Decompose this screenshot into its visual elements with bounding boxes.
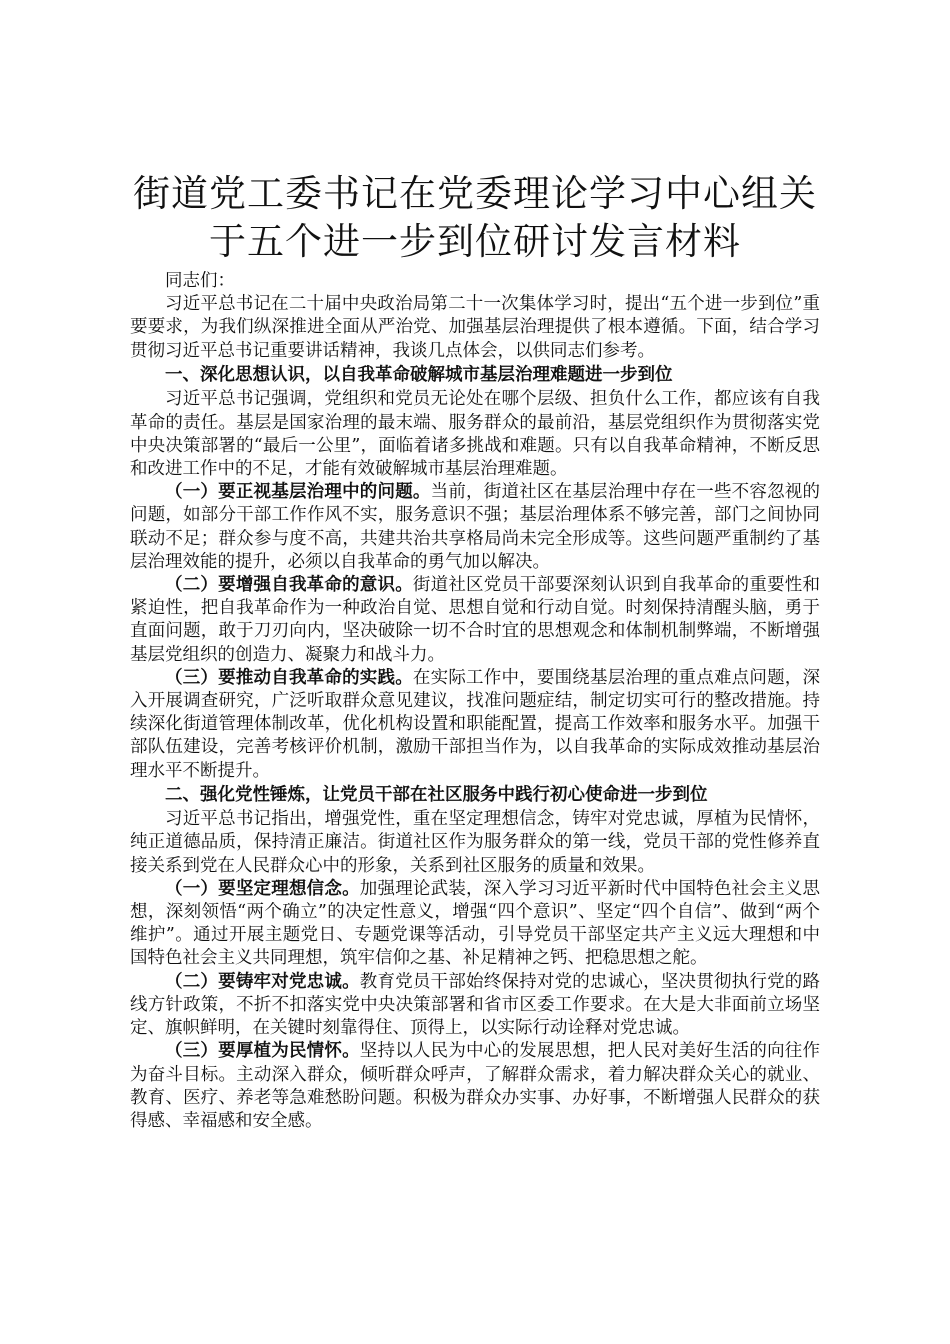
section-2-heading: 二、强化党性锤炼，让党员干部在社区服务中践行初心使命进一步到位 — [165, 784, 708, 805]
section-1-item-2-text: 街道社区党员干部要深刻认识到自我革命的重要性和紧迫性，把自我革命作为一种政治自觉、思想自觉和行动自觉。时刻保持清醒头脑，勇于直面问题，敢于刀刃向内，坚决破除一切不合时宜的思想观念和体制机制弊端，不断增强基层党组织的创造力、凝聚力和战斗力。 — [130, 574, 821, 665]
section-2-item-2 — [130, 971, 820, 1041]
section-2-item-3 — [130, 1040, 820, 1133]
section-1-item-1 — [130, 481, 820, 574]
document-title: 街道党工委书记在党委理论学习中心组关于五个进一步到位研讨发言材料 — [133, 172, 817, 263]
section-2-item-3-lead: （三）要厚植为民情怀。 — [165, 1041, 360, 1062]
section-1-item-3-text: 在实际工作中，要围绕基层治理的重点难点问题，深入开展调查研究，广泛听取群众意见建议，找准问题症结，制定切实可行的整改措施。持续深化街道管理体制改革，优化机构设置和职能配置，提高工作效率和服务水平。加强干部队伍建设，完善考核评价机制，激励干部担当作为，以自我革命的实际成效推动基层治理水平不断提升。 — [130, 667, 821, 781]
section-2-item-1-text: 加强理论武装，深入学习习近平新时代中国特色社会主义思想，深刻领悟“两个确立”的决定性意义，增强“四个意识”、坚定“四个自信”、做到“两个维护”。通过开展主题党日、专题党课等活动，引导党员干部坚定共产主义远大理想和中国特色社会主义共同理想，筑牢信仰之基、补足精神之钙、把稳思想之舵。 — [130, 878, 821, 969]
section-1-heading: 一、深化思想认识，以自我革命破解城市基层治理难题进一步到位 — [165, 364, 673, 385]
section-1-intro: 习近平总书记强调，党组织和党员无论处在哪个层级、担负什么工作，都应该有自我革命的责任。基层是国家治理的最末端、服务群众的最前沿，基层党组织作为贯彻落实党中央决策部署的“最后一公里”，面临着诸多挑战和难题。只有以自我革命精神，不断反思和改进工作中的不足，才能有效破解城市基层治理难题。 — [130, 389, 820, 479]
intro-paragraph: 习近平总书记在二十届中央政治局第二十一次集体学习时，提出“五个进一步到位”重要要求，为我们纵深推进全面从严治党、加强基层治理提供了根本遵循。下面，结合学习贯彻习近平总书记重要讲话精神，我谈几点体会，以供同志们参考。 — [130, 294, 820, 361]
document-page — [130, 170, 820, 1133]
salutation: 同志们： — [165, 271, 235, 291]
section-1-item-1-lead: （一）要正视基层治理中的问题。 — [165, 482, 431, 503]
section-1-item-2-lead: （二）要增强自我革命的意识。 — [165, 574, 413, 595]
section-2-item-3-text: 坚持以人民为中心的发展思想，把人民对美好生活的向往作为奋斗目标。主动深入群众，倾听群众呼声，了解群众需求，着力解决群众关心的就业、教育、医疗、养老等急难愁盼问题。积极为群众办实事、办好事，不断增强人民群众的获得感、幸福感和安全感。 — [130, 1041, 821, 1131]
section-1-item-3-lead: （三）要推动自我革命的实践。 — [165, 667, 413, 688]
section-1-item-1-text: 当前，街道社区在基层治理中存在一些不容忽视的问题，如部分干部工作作风不实，服务意识不强；基层治理体系不够完善，部门之间协同联动不足；群众参与度不高，共建共治共享格局尚未完全形成等。这些问题严重制约了基层治理效能的提升，必须以自我革命的勇气加以解决。 — [130, 482, 820, 572]
section-1-item-3 — [130, 667, 820, 783]
section-1-item-2 — [130, 574, 820, 667]
section-2-item-2-text: 教育党员干部始终保持对党的忠诚心，坚决贯彻执行党的路线方针政策，不折不扣落实党中央决策部署和省市区委工作要求。在大是大非面前立场坚定、旗帜鲜明，在关键时刻靠得住、顶得上，以实际行动诠释对党忠诚。 — [130, 971, 821, 1039]
section-2-intro: 习近平总书记指出，增强党性，重在坚定理想信念，铸牢对党忠诚，厚植为民情怀，纯正道德品质，保持清正廉洁。街道社区作为服务群众的第一线，党员干部的党性修养直接关系到党在人民群众心中的形象，关系到社区服务的质量和效果。 — [130, 809, 820, 876]
section-2-item-1-lead: （一）要坚定理想信念。 — [165, 878, 360, 899]
section-2-item-2-lead: （二）要铸牢对党忠诚。 — [165, 971, 360, 992]
section-2-item-1 — [130, 878, 820, 971]
